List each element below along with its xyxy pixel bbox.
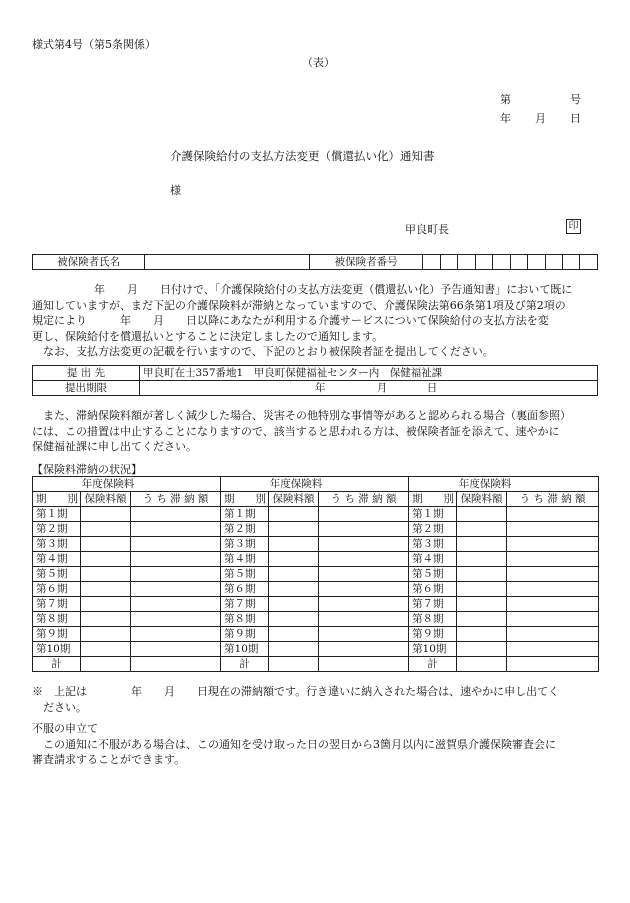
arrears-amount-cell	[131, 582, 221, 597]
insured-name-value	[145, 255, 310, 270]
premium-amount-cell	[457, 507, 507, 522]
insured-number-digit	[493, 255, 510, 270]
total-label: 計	[33, 657, 81, 672]
arrears-group-header: 年度保険料	[33, 477, 221, 492]
premium-amount-cell	[269, 537, 319, 552]
form-id: 様式第4号（第5条関係）	[32, 38, 156, 51]
period-label: 第５期	[221, 567, 269, 582]
arrears-amount-cell	[507, 567, 599, 582]
premium-total-cell	[269, 657, 319, 672]
submission-dest-label: 提 出 先	[33, 366, 140, 381]
arrears-amount-cell	[507, 507, 599, 522]
col-header-premium: 保険料額	[81, 492, 131, 507]
arrears-amount-cell	[507, 537, 599, 552]
insured-table	[32, 254, 598, 270]
arrears-period-row	[33, 612, 599, 627]
premium-amount-cell	[269, 612, 319, 627]
arrears-amount-cell	[319, 612, 409, 627]
premium-amount-cell	[81, 597, 131, 612]
insured-name-label: 被保険者氏名	[33, 255, 145, 270]
period-label: 第８期	[33, 612, 81, 627]
arrears-amount-cell	[131, 627, 221, 642]
period-label: 第３期	[221, 537, 269, 552]
arrears-amount-cell	[131, 612, 221, 627]
notice-line: 更し、保険給付を償還払いとすることに決定しましたので通知します。	[32, 329, 384, 343]
premium-amount-cell	[457, 537, 507, 552]
arrears-amount-cell	[319, 537, 409, 552]
arrears-amount-cell	[507, 597, 599, 612]
col-header-premium: 保険料額	[457, 492, 507, 507]
premium-amount-cell	[457, 627, 507, 642]
arrears-amount-cell	[319, 597, 409, 612]
arrears-period-row	[33, 582, 599, 597]
insured-number-digit	[528, 255, 545, 270]
insured-number-digit	[562, 255, 579, 270]
col-header-arrears: う ち 滞 納 額	[507, 492, 599, 507]
period-label: 第１期	[221, 507, 269, 522]
notice-paragraph	[32, 282, 600, 360]
premium-amount-cell	[81, 522, 131, 537]
appeal-line: 審査請求することができます。	[32, 753, 186, 766]
arrears-total-cell	[319, 657, 409, 672]
period-label: 第４期	[409, 552, 457, 567]
premium-amount-cell	[457, 597, 507, 612]
period-label: 第３期	[409, 537, 457, 552]
arrears-group-header: 年度保険料	[409, 477, 599, 492]
arrears-amount-cell	[319, 642, 409, 657]
col-header-arrears: う ち 滞 納 額	[319, 492, 409, 507]
insured-number-digit	[440, 255, 457, 270]
note-line: ださい。	[43, 700, 87, 714]
period-label: 第７期	[409, 597, 457, 612]
period-label: 第８期	[409, 612, 457, 627]
arrears-period-row	[33, 627, 599, 642]
seal-box	[566, 219, 581, 234]
cancellation-paragraph	[32, 408, 600, 455]
deadline-year: 年	[315, 382, 326, 394]
document-title: 介護保険給付の支払方法変更（償還払い化）通知書	[170, 149, 435, 163]
arrears-amount-cell	[319, 507, 409, 522]
arrears-group-header-row	[33, 477, 599, 492]
arrears-table	[32, 476, 599, 672]
submission-dest-value: 甲良町在士357番地1 甲良町保健福祉センター内 保健福祉課	[140, 366, 598, 381]
arrears-period-row	[33, 537, 599, 552]
arrears-total-cell	[131, 657, 221, 672]
premium-amount-cell	[269, 567, 319, 582]
premium-amount-cell	[81, 507, 131, 522]
period-label: 第２期	[33, 522, 81, 537]
date-month: 月	[535, 112, 546, 125]
col-header-premium: 保険料額	[269, 492, 319, 507]
total-label: 計	[409, 657, 457, 672]
arrears-amount-cell	[507, 552, 599, 567]
arrears-amount-cell	[319, 522, 409, 537]
arrears-period-row	[33, 567, 599, 582]
arrears-amount-cell	[507, 627, 599, 642]
arrears-amount-cell	[319, 582, 409, 597]
insured-number-digit	[475, 255, 492, 270]
arrears-amount-cell	[131, 507, 221, 522]
cancellation-line: には、この措置は中止することになりますので、該当すると思われる方は、被保険者証を添えて、速やかに	[32, 424, 560, 438]
period-label: 第９期	[409, 627, 457, 642]
premium-amount-cell	[269, 522, 319, 537]
issuer: 甲良町長	[405, 223, 449, 236]
submission-deadline-label: 提出期限	[33, 381, 140, 396]
doc-number-go: 号	[570, 93, 581, 106]
premium-amount-cell	[81, 642, 131, 657]
submission-table	[32, 365, 598, 396]
premium-amount-cell	[457, 552, 507, 567]
arrears-period-row	[33, 597, 599, 612]
premium-amount-cell	[457, 582, 507, 597]
notice-line: 通知していますが、まだ下記の介護保険料が滞納となっていますので、介護保険法第66条第1項及び第2項の	[32, 298, 566, 312]
arrears-amount-cell	[507, 612, 599, 627]
insured-number-digit	[580, 255, 598, 270]
period-label: 第６期	[409, 582, 457, 597]
notice-line: 規定により 年 月 日以降にあなたが利用する介護サービスについて保険給付の支払方法を変	[32, 314, 549, 327]
premium-amount-cell	[81, 627, 131, 642]
arrears-amount-cell	[507, 582, 599, 597]
insured-number-digit	[545, 255, 562, 270]
period-label: 第７期	[33, 597, 81, 612]
seal-mark: 印	[566, 219, 581, 234]
premium-amount-cell	[269, 597, 319, 612]
premium-amount-cell	[457, 612, 507, 627]
arrears-amount-cell	[131, 552, 221, 567]
arrears-amount-cell	[131, 597, 221, 612]
insured-number-digit	[510, 255, 527, 270]
arrears-amount-cell	[319, 567, 409, 582]
col-header-period: 期 別	[33, 492, 81, 507]
period-label: 第２期	[409, 522, 457, 537]
appeal-heading: 不服の申立て	[32, 722, 98, 735]
period-label: 第４期	[221, 552, 269, 567]
premium-amount-cell	[269, 582, 319, 597]
note-text: 上記は 年 月 日現在の滞納額です。行き違いに納入された場合は、速やかに申し出てく	[54, 685, 560, 698]
period-label: 第９期	[221, 627, 269, 642]
col-header-arrears: う ち 滞 納 額	[131, 492, 221, 507]
period-label: 第８期	[221, 612, 269, 627]
col-header-period: 期 別	[409, 492, 457, 507]
appeal-line: この通知に不服がある場合は、この通知を受け取った日の翌日から3箇月以内に滋賀県介護保険審査会に	[43, 737, 556, 751]
appeal-block	[32, 721, 600, 768]
premium-amount-cell	[81, 537, 131, 552]
deadline-day: 日	[426, 382, 438, 394]
premium-amount-cell	[81, 567, 131, 582]
premium-amount-cell	[269, 507, 319, 522]
arrears-period-row	[33, 507, 599, 522]
arrears-amount-cell	[131, 567, 221, 582]
insured-number-digit	[423, 255, 440, 270]
period-label: 第１期	[409, 507, 457, 522]
premium-amount-cell	[269, 627, 319, 642]
arrears-period-row	[33, 522, 599, 537]
deadline-month: 月	[376, 382, 388, 394]
period-label: 第１期	[33, 507, 81, 522]
arrears-heading: 【保険料滞納の状況】	[32, 463, 142, 476]
premium-amount-cell	[269, 552, 319, 567]
premium-amount-cell	[81, 612, 131, 627]
arrears-amount-cell	[131, 522, 221, 537]
submission-deadline-value	[140, 381, 598, 396]
period-label: 第６期	[221, 582, 269, 597]
period-label: 第７期	[221, 597, 269, 612]
cancellation-line: また、滞納保険料額が著しく減少した場合、災害その他特別な事情等があると認められる場合（裏面参照）	[43, 409, 571, 422]
note-mark: ※	[32, 685, 43, 698]
premium-amount-cell	[81, 552, 131, 567]
premium-total-cell	[81, 657, 131, 672]
insured-number-label: 被保険者番号	[309, 255, 422, 270]
arrears-period-row	[33, 642, 599, 657]
arrears-group-header: 年度保険料	[221, 477, 409, 492]
arrears-total-row	[33, 657, 599, 672]
period-label: 第10期	[409, 642, 457, 657]
premium-amount-cell	[457, 567, 507, 582]
arrears-amount-cell	[507, 642, 599, 657]
arrears-period-row	[33, 552, 599, 567]
note-block	[32, 684, 600, 715]
notice-line: 年 月 日付けで、「介護保険給付の支払方法変更（償還払い化）予告通知書」において既に	[94, 283, 573, 296]
date-year: 年	[500, 112, 511, 125]
period-label: 第３期	[33, 537, 81, 552]
premium-amount-cell	[457, 522, 507, 537]
addressee-suffix: 様	[170, 184, 181, 197]
arrears-amount-cell	[131, 642, 221, 657]
arrears-column-header-row	[33, 492, 599, 507]
period-label: 第４期	[33, 552, 81, 567]
period-label: 第10期	[221, 642, 269, 657]
arrears-total-cell	[507, 657, 599, 672]
notice-line: なお、支払方法変更の記載を行いますので、下記のとおり被保険者証を提出してください。	[43, 345, 494, 358]
premium-amount-cell	[81, 582, 131, 597]
arrears-amount-cell	[131, 537, 221, 552]
arrears-amount-cell	[319, 627, 409, 642]
premium-total-cell	[457, 657, 507, 672]
doc-number-dai: 第	[500, 93, 511, 106]
period-label: 第10期	[33, 642, 81, 657]
period-label: 第９期	[33, 627, 81, 642]
arrears-amount-cell	[507, 522, 599, 537]
col-header-period: 期 別	[221, 492, 269, 507]
period-label: 第５期	[33, 567, 81, 582]
arrears-amount-cell	[319, 552, 409, 567]
cancellation-line: 保健福祉課に申し出てください。	[32, 440, 197, 453]
total-label: 計	[221, 657, 269, 672]
period-label: 第５期	[409, 567, 457, 582]
date-day: 日	[570, 112, 581, 125]
side-label: （表）	[302, 56, 335, 69]
premium-amount-cell	[457, 642, 507, 657]
note-line	[32, 684, 600, 700]
insured-number-digit	[458, 255, 475, 270]
premium-amount-cell	[269, 642, 319, 657]
period-label: 第６期	[33, 582, 81, 597]
period-label: 第２期	[221, 522, 269, 537]
